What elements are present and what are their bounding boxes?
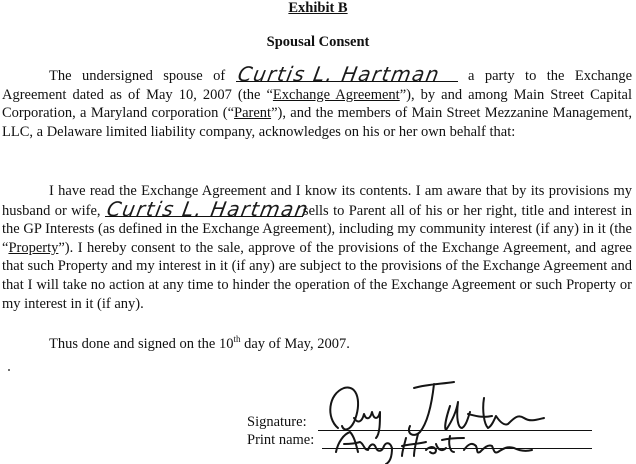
- date-ordinal-suffix: th: [233, 334, 241, 344]
- handwritten-husband-name: Curtis L. Hartman: [104, 197, 312, 221]
- paragraph1-lead-text: The undersigned spouse of: [49, 68, 226, 84]
- handwritten-spouse-name: Curtis L. Hartman: [235, 62, 442, 87]
- spouse-name-blank: [235, 62, 458, 87]
- paragraph1-text-a: a party to the Exchange Agreement dated as of May 10, 2007 (the “: [2, 68, 633, 103]
- paragraph-consent: [2, 182, 632, 313]
- exchange-agreement-term: Exchange Agreement: [272, 86, 400, 103]
- date-text-lead: Thus done and signed on the 10: [49, 335, 234, 352]
- handwritten-signature: [318, 378, 568, 464]
- paragraph-date: [2, 330, 632, 353]
- paragraph1-text-c: ”), and the members of Main Street Mezzanine Management, LLC, a Delaware limited liability company, acknowledges on his or her own behalf that:: [2, 105, 632, 140]
- scan-speck: [8, 369, 10, 371]
- paragraph2-text-b: ”). I hereby consent to the sale, approve of the provisions of the Exchange Agreement, and agree that such Property and my interest in it (if any) are subject to the provisions of the Exchange Agreement and that I will take no action at any time to hinder the operation of the Exchange Agreement or such Property or my interest in it (if any).: [2, 239, 632, 312]
- property-term: Property: [8, 239, 59, 256]
- signature-label: Signature:: [247, 414, 307, 430]
- date-text-tail: day of May, 2007.: [240, 335, 350, 352]
- parent-term: Parent: [234, 105, 272, 122]
- print-name-row: [247, 432, 314, 449]
- paragraph2-lead-text: I have read the Exchange Agreement and I know its contents. I am aware that by its provisions my husband or wife,: [2, 183, 632, 219]
- signature-row: [247, 414, 307, 431]
- document-heading: Spousal Consent: [266, 34, 370, 50]
- paragraph-acknowledgement: [2, 62, 633, 141]
- exhibit-title: Exhibit B: [288, 0, 348, 16]
- print-name-label: Print name:: [247, 432, 315, 448]
- paragraph2-text-a: sells to Parent all of his or her right, title and interest in the GP Interests (as defined in the Exchange Agreement), including my community interest (if any) in it (the “: [2, 202, 633, 256]
- paragraph1-text-b: ”), by and among Main Street Capital Corporation, a Maryland corporation (“: [2, 86, 632, 122]
- husband-wife-name-blank: [104, 197, 312, 221]
